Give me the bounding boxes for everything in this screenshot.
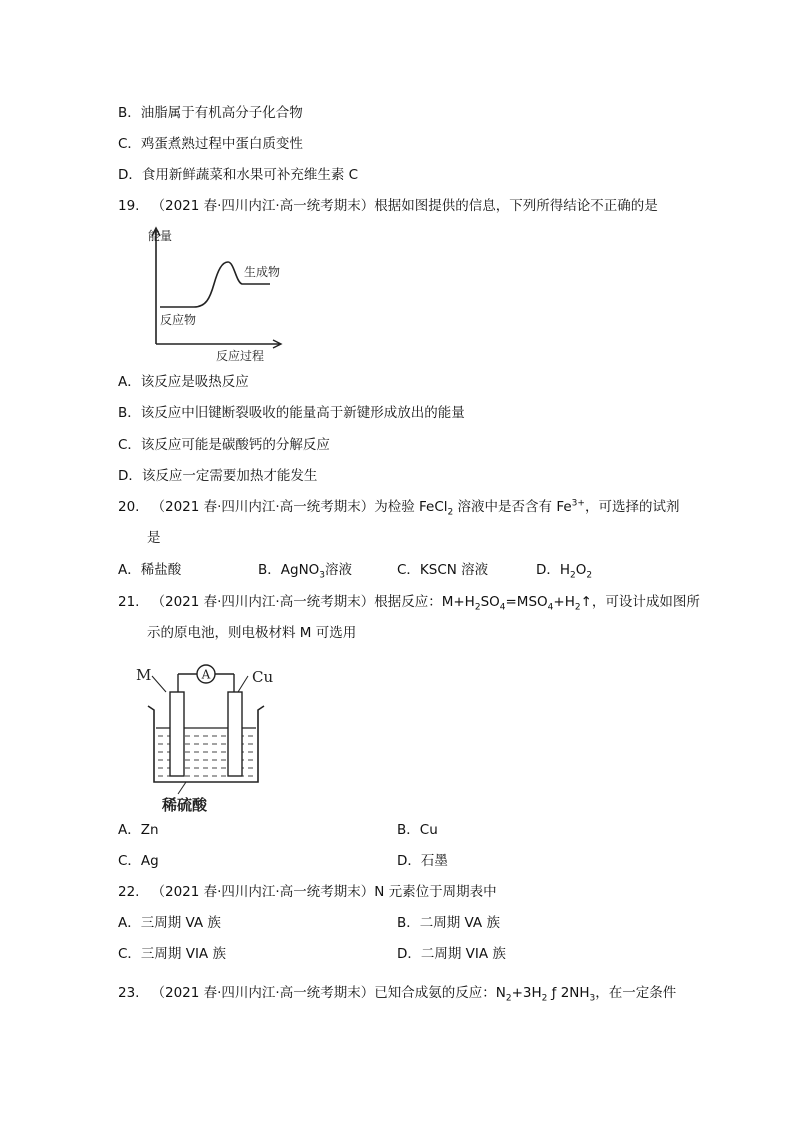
q23-stem: 23. （2021 春·四川内江·高一统考期末）已知合成氨的反应：$N_2+3H_2$ ƒ $2NH_3$，在一定条件 <box>118 985 677 1004</box>
electrode-m-label: M <box>136 666 152 684</box>
q21-stem-line2: 示的原电池，则电极材料 M 可选用 <box>147 625 357 641</box>
q22-stem: 22. （2021 春·四川内江·高一统考期末）N 元素位于周期表中 <box>118 884 497 900</box>
q20-stem-line2: 是 <box>147 530 161 546</box>
q21-option-c: C．Ag <box>118 853 159 869</box>
q18-option-d: D．食用新鲜蔬菜和水果可补充维生素 C <box>118 167 359 183</box>
q20-stem: 20. （2021 春·四川内江·高一统考期末）为检验 FeCl$_2$ 溶液中是否含有 $Fe^{3+}$，可选择的试剂 <box>118 498 680 518</box>
q20-option-b: B．AgNO$_3$溶液 <box>258 562 353 581</box>
q22-number: 22. <box>118 884 140 900</box>
electrode-cu <box>228 692 242 776</box>
q21-option-d: D．石墨 <box>397 853 448 869</box>
q21-option-b: B．Cu <box>397 822 438 838</box>
q19-option-c: C．该反应可能是碳酸钙的分解反应 <box>118 437 330 453</box>
electrode-m <box>170 692 184 776</box>
reaction-progress-label: 反应过程 <box>216 349 265 363</box>
electrode-cu-label: Cu <box>252 668 274 686</box>
galvanic-cell-diagram <box>134 656 294 816</box>
dilute-sulfuric-acid-label: 稀硫酸 <box>162 796 208 814</box>
q19-option-b: B．该反应中旧键断裂吸收的能量高于新键形成放出的能量 <box>118 405 465 421</box>
q19-stem <box>118 197 658 215</box>
q22-option-a: A．三周期 VA 族 <box>118 915 221 931</box>
q20-option-c: C．KSCN 溶液 <box>397 562 489 578</box>
reactant-label: 反应物 <box>160 313 197 327</box>
energy-axis-label: 能量 <box>148 229 173 243</box>
q22-option-d: D．二周期 VIA 族 <box>397 946 506 962</box>
ammeter-label: A <box>201 667 211 682</box>
q21-option-a: A．Zn <box>118 822 159 838</box>
q21-number: 21. <box>118 594 140 610</box>
product-label: 生成物 <box>244 265 281 279</box>
q20-option-a: A．稀盐酸 <box>118 562 182 578</box>
q19-number: 19. <box>118 198 140 214</box>
q21-stem: 21. （2021 春·四川内江·高一统考期末）根据反应：$M+H_2SO_4=MSO_4+H_2↑$，可设计成如图所 <box>118 594 700 613</box>
q22-option-b: B．二周期 VA 族 <box>397 915 500 931</box>
q20-number: 20. <box>118 499 140 515</box>
energy-diagram <box>144 224 284 364</box>
q19-option-d: D．该反应一定需要加热才能发生 <box>118 468 318 484</box>
q20-option-d: D．$H_2O_2$ <box>536 562 593 581</box>
q23-number: 23. <box>118 985 140 1001</box>
q18-option-b: B．油脂属于有机高分子化合物 <box>118 105 303 121</box>
q19-option-a: A．该反应是吸热反应 <box>118 374 249 390</box>
q18-option-c: C．鸡蛋煮熟过程中蛋白质变性 <box>118 136 303 152</box>
q22-option-c: C．三周期 VIA 族 <box>118 946 226 962</box>
q19-stem-text: （2021 春·四川内江·高一统考期末）根据如图提供的信息，下列所得结论不正确的是 <box>151 198 658 214</box>
